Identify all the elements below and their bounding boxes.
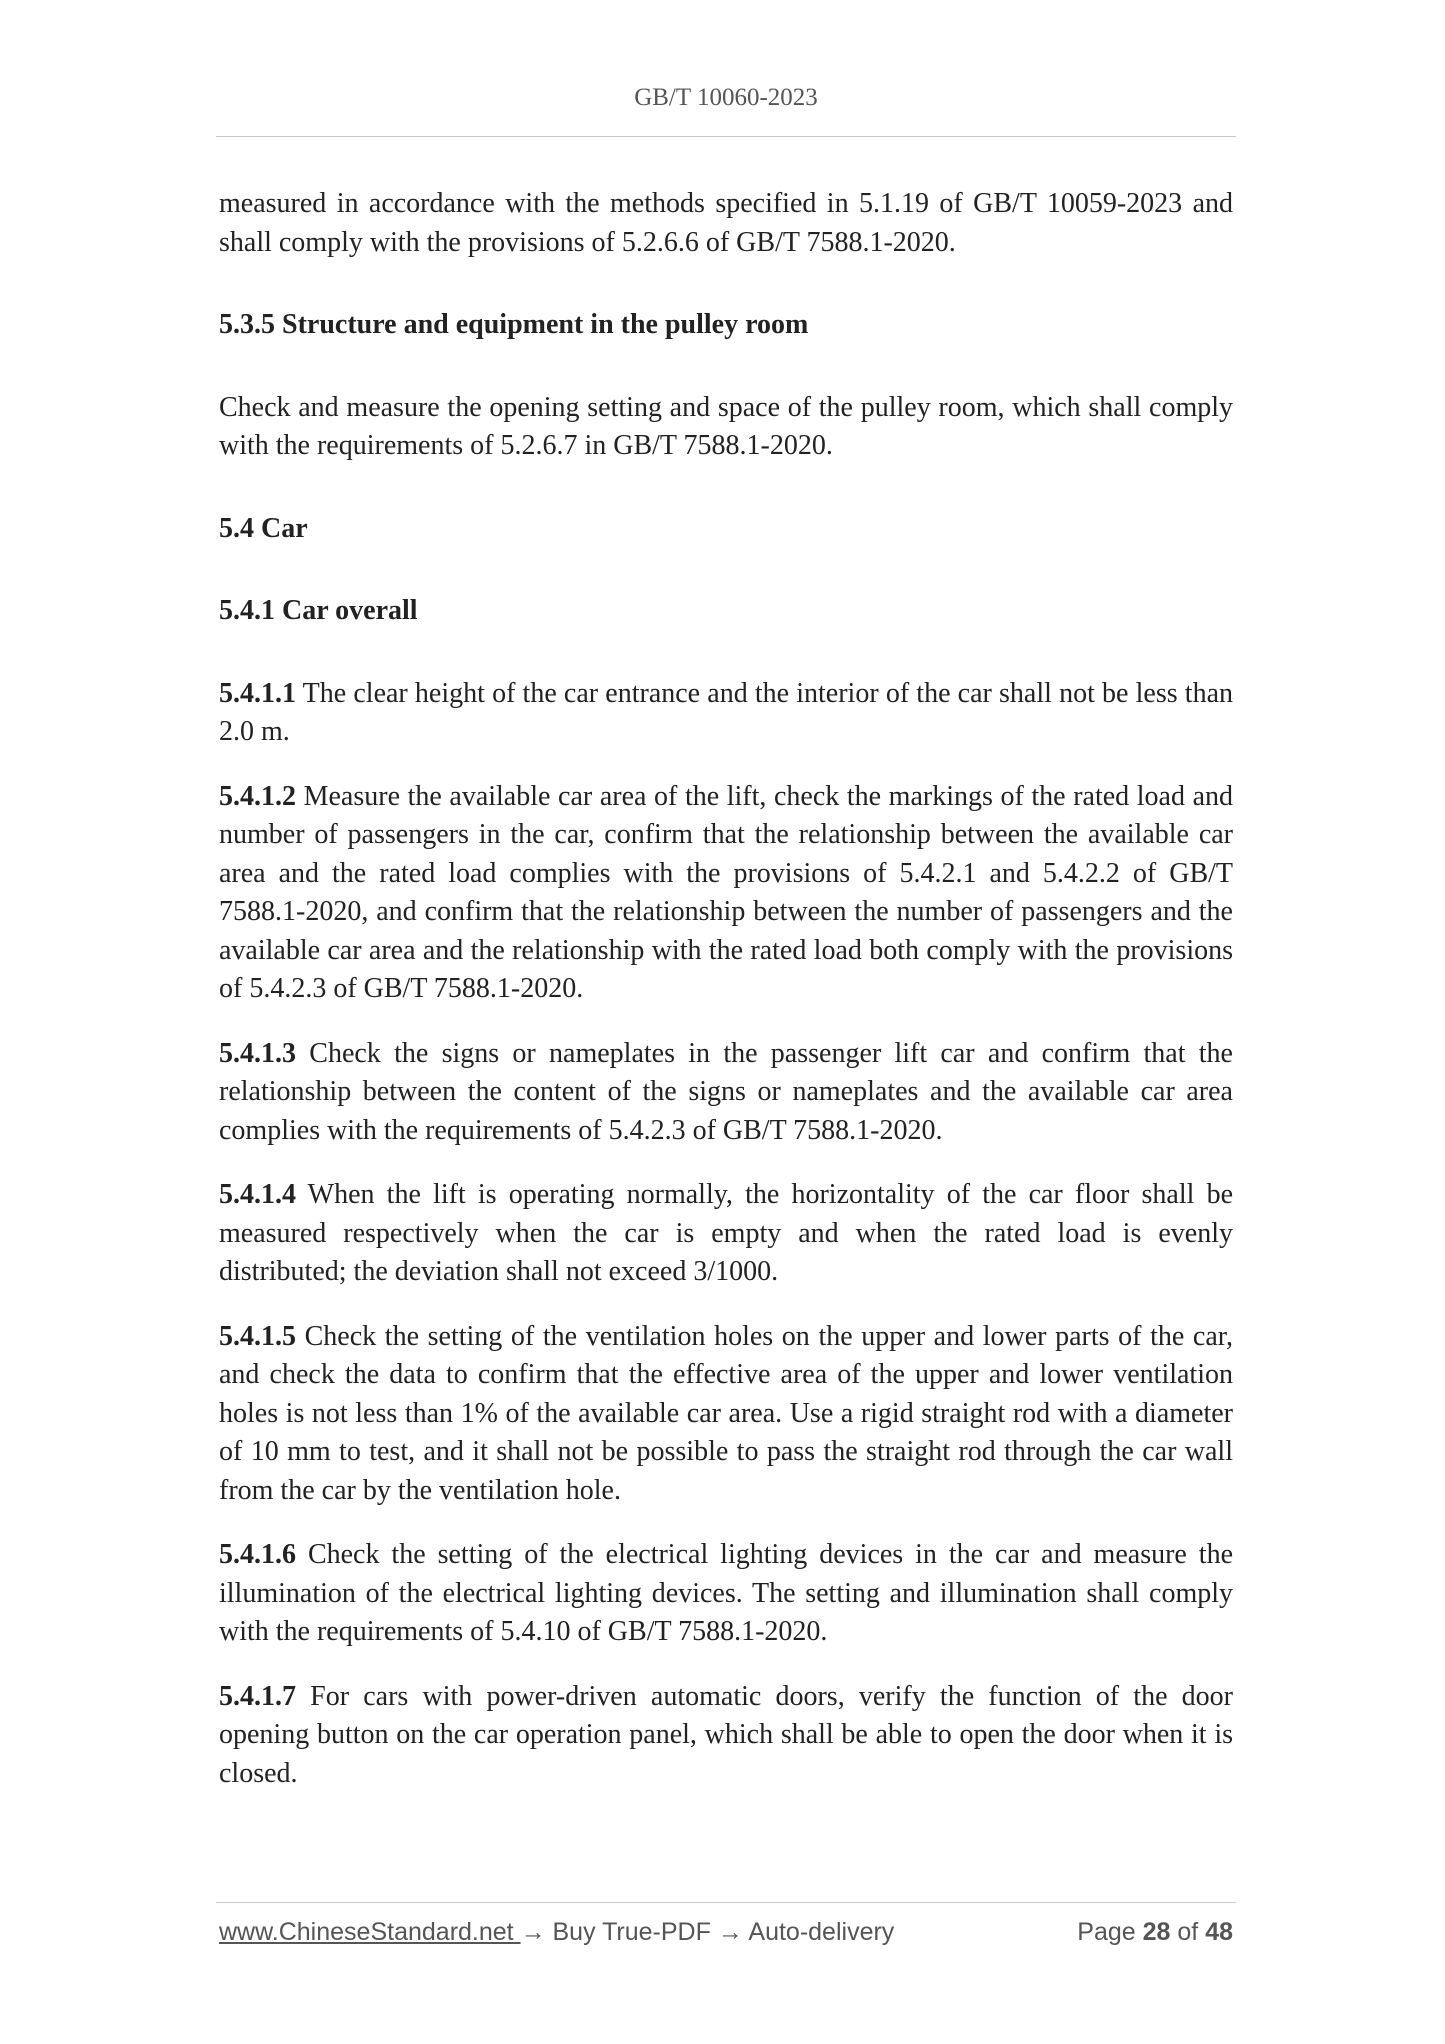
paragraph-5-3-5: Check and measure the opening setting and space of the pulley room, which shall comply with the requirements of 5.2.6.7 in GB/T 7588.1-2020. [219,391,1233,461]
page-indicator [1077,1918,1233,1947]
clause-text: Measure the available car area of the lift, check the markings of the rated load and number of passengers in the car, confirm that the relationship between the available car area and the rated load complies with the provisions of 5.4.2.1 and 5.4.2.2 of GB/T 7588.1-2020, and confirm that the relationship between the number of passengers and the available car area and the relationship with the rated load both comply with the provisions of 5.4.2.3 of GB/T 7588.1-2020. [219,780,1233,1004]
document-header: GB/T 10060-2023 [634,84,818,111]
clause-5-4-1-3 [219,1035,1233,1151]
clause-number: 5.4.1.5 [219,1320,296,1352]
clause-5-4-1-2 [219,778,1233,1009]
clause-text: The clear height of the car entrance and the interior of the car shall not be less than 2.0 m. [219,677,1233,747]
header-divider [216,136,1236,137]
clause-text: When the lift is operating normally, the horizontality of the car floor shall be measured respectively when the car is empty and when the rated load is evenly distributed; the deviation shall not exceed 3/1000. [219,1179,1233,1287]
of-label: of [1170,1918,1206,1946]
heading-5-3-5: 5.3.5 Structure and equipment in the pulley room [219,309,809,340]
page-number: 28 [1142,1918,1171,1946]
clause-5-4-1-7 [219,1678,1233,1794]
clause-text: Check the setting of the ventilation holes on the upper and lower parts of the car, and check the data to confirm that the effective area of the upper and lower ventilation holes is not less than 1% of the available car area. Use a rigid straight rod with a diameter of 10 mm to test, and it shall not be possible to pass the straight rod through the car wall from the car by the ventilation hole. [219,1320,1233,1506]
document-body [219,185,1233,1793]
heading-5-4-1: 5.4.1 Car overall [219,595,418,626]
clause-number: 5.4.1.2 [219,780,296,812]
clause-number: 5.4.1.3 [219,1037,296,1069]
clause-5-4-1-5 [219,1318,1233,1511]
clause-number: 5.4.1.1 [219,677,296,709]
clause-5-4-1-6 [219,1536,1233,1652]
clause-number: 5.4.1.7 [219,1680,296,1712]
footer-links [219,1918,894,1947]
page-label: Page [1077,1918,1143,1946]
paragraph-continued: measured in accordance with the methods specified in 5.1.19 of GB/T 10059-2023 and shall comply with the provisions of 5.2.6.6 of GB/T 7588.1-2020. [219,188,1233,258]
clause-text: Check the setting of the electrical lighting devices in the car and measure the illumination of the electrical lighting devices. The setting and illumination shall comply with the requirements of 5.4.10 of GB/T 7588.1-2020. [219,1539,1233,1647]
clause-number: 5.4.1.6 [219,1539,296,1570]
clause-5-4-1-1 [219,675,1233,752]
clause-text: For cars with power-driven automatic doors, verify the function of the door opening button on the car operation panel, which shall be able to open the door when it is closed. [219,1680,1233,1789]
clause-text: Check the signs or nameplates in the passenger lift car and confirm that the relationship between the content of the signs or nameplates and the available car area complies with the requirements of 5.4.2.3 of GB/T 7588.1-2020. [219,1037,1233,1146]
delivery-text: Auto-delivery [742,1918,895,1946]
page-total: 48 [1205,1918,1233,1946]
footer-divider [216,1902,1236,1903]
clause-number: 5.4.1.4 [219,1179,296,1210]
arrow-right-icon: → [717,1918,743,1946]
website-link[interactable]: www.ChineseStandard.net [219,1918,521,1946]
heading-5-4: 5.4 Car [219,512,308,544]
arrow-right-icon: → [520,1918,546,1946]
buy-text: Buy True-PDF [545,1918,718,1946]
clause-5-4-1-4 [219,1176,1233,1292]
